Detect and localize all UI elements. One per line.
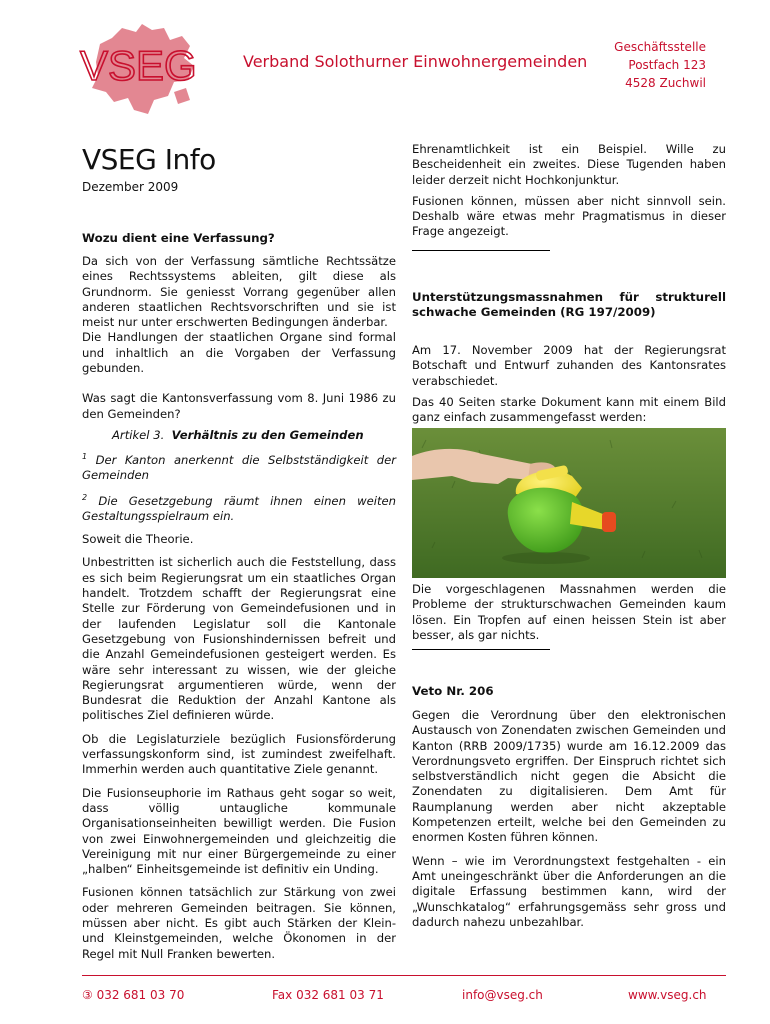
section-heading: Unterstützungsmassnahmen für strukturell schwache Gemeinden (RG 197/2009) xyxy=(412,290,726,320)
paragraph: Soweit die Theorie. xyxy=(82,532,194,547)
watering-can-photo xyxy=(412,428,726,578)
paragraph: Gegen die Verordnung über den elektronischen Austausch von Zonendaten zwischen Gemeinden und Kanton (RRB 2009/1735) wurde am 16.12.2009 das Verordnungsveto ergriffen. Der Einspruch richtet sich selbstverständlich nicht gegen die Absicht die Zonendaten zu digitalisieren. Dem Amt für Raumplanung werden aber nicht akzeptable Kompetenzen erteilt, welche bei den Gemeinden zu enormen Kosten führen können. xyxy=(412,708,726,845)
logo-text: VSEG xyxy=(80,42,197,89)
article-clause xyxy=(82,490,396,524)
paragraph: Was sagt die Kantonsverfassung vom 8. Juni 1986 zu den Gemeinden? xyxy=(82,391,396,421)
divider xyxy=(412,649,550,650)
org-name: Verband Solothurner Einwohnergemeinden xyxy=(243,52,588,71)
paragraph: Fusionen können, müssen aber nicht sinnvoll sein. Deshalb wäre etwas mehr Pragmatismus in dieser Frage angezeigt. xyxy=(412,193,726,239)
paragraph: Wenn – wie im Verordnungstext festgehalten - ein Amt uneingeschränkt über die Anforderungen an die digitale Erfassung bestimmen kann, wird der „Wunschkatalog“ erfahrungsgemäss sehr gross und dadurch nahezu unbezahlbar. xyxy=(412,853,726,929)
vseg-logo xyxy=(78,22,208,117)
footer-website[interactable]: www.vseg.ch xyxy=(628,988,707,1002)
paragraph: Unbestritten ist sicherlich auch die Feststellung, dass es sich beim Regierungsrat um ein staatliches Organ handelt. Trotzdem schafft der Regierungsrat eine Stelle zur Förderung von Gemeindefusionen und in der laufenden Legislatur soll die Kantonale Gesetzgebung von Fusionshindernissen befreit und die Anzahl Gemeindefusionen gesteigert werden. Es wäre sehr interessant zu wissen, wie der gleiche Regierungsrat argumentieren würde, wenn der Bundesrat die Reduktion der Anzahl Kantone als politisches Ziel definieren würde. xyxy=(82,555,396,723)
clause-text: Der Kanton anerkennt die Selbstständigkeit der Gemeinden xyxy=(82,453,397,483)
doc-title: VSEG Info xyxy=(82,143,216,176)
doc-date: Dezember 2009 xyxy=(82,180,179,194)
article-clause xyxy=(82,449,396,483)
clause-number: 2 xyxy=(82,492,88,502)
address-line: 4528 Zuchwil xyxy=(625,76,706,90)
paragraph: Fusionen können tatsächlich zur Stärkung von zwei oder mehreren Gemeinden beitragen. Sie können, müssen aber nicht. Es gibt auch Stärken der Klein- und Kleinstgemeinden, welche Ökonomen in der Regel mit Null Franken bewerten. xyxy=(82,885,396,961)
article-label: Artikel 3. xyxy=(112,427,165,442)
clause-number: 1 xyxy=(82,452,88,462)
footer-divider xyxy=(82,975,726,976)
address-line: Geschäftsstelle xyxy=(614,40,706,54)
paragraph: Die Fusionseuphorie im Rathaus geht sogar so weit, dass völlig untaugliche kommunale Organisationseinheiten bewilligt werden. Die Fusion von zwei Einwohnergemeinden und gleichzeitig die Vereinigung mit nur einer Bürgergemeinde zu einer „halben“ Einheitsgemeinde ist definitiv ein Unding. xyxy=(82,785,396,877)
footer-phone[interactable]: ③ 032 681 03 70 xyxy=(82,988,185,1002)
paragraph: Ehrenamtlichkeit ist ein Beispiel. Wille zu Bescheidenheit ein zweites. Diese Tugenden haben leider derzeit nicht Hochkonjunktur. xyxy=(412,142,726,187)
address-line: Postfach 123 xyxy=(628,58,706,72)
divider xyxy=(412,250,550,251)
article-heading xyxy=(82,428,396,443)
paragraph: Das 40 Seiten starke Dokument kann mit einem Bild ganz einfach zusammengefasst werden: xyxy=(412,394,726,425)
paragraph: Ob die Legislaturziele bezüglich Fusionsförderung verfassungskonform sind, ist zumindest zweifelhaft. Immerhin werden auch quantitative Ziele genannt. xyxy=(82,731,396,777)
footer-email[interactable]: info@vseg.ch xyxy=(462,988,543,1002)
address-block xyxy=(614,38,706,92)
paragraph: Die Handlungen der staatlichen Organe sind formal und inhaltlich an die Vorgaben der Verfassung gebunden. xyxy=(82,330,396,376)
footer-fax: Fax 032 681 03 71 xyxy=(272,988,384,1002)
clause-text: Die Gesetzgebung räumt ihnen einen weiten Gestaltungsspielraum ein. xyxy=(82,493,396,523)
paragraph: Die vorgeschlagenen Massnahmen werden die Probleme der strukturschwachen Gemeinden kaum lösen. Ein Tropfen auf einen heissen Stein ist aber besser, als gar nichts. xyxy=(412,582,726,642)
section-heading: Veto Nr. 206 xyxy=(412,684,494,698)
paragraph: Am 17. November 2009 hat der Regierungsrat Botschaft und Entwurf zuhanden des Kantonsrates verabschiedet. xyxy=(412,343,726,388)
section-heading: Wozu dient eine Verfassung? xyxy=(82,231,275,245)
article-title: Verhältnis zu den Gemeinden xyxy=(171,427,364,442)
paragraph: Da sich von der Verfassung sämtliche Rechtssätze eines Rechtssystems ableiten, gilt diese als Grundnorm. Sie geniesst Vorrang gegenüber allen anderen staatlichen Rechtsvorschriften und sie ist meist nur unter erschwerten Bedingungen änderbar. xyxy=(82,254,396,330)
